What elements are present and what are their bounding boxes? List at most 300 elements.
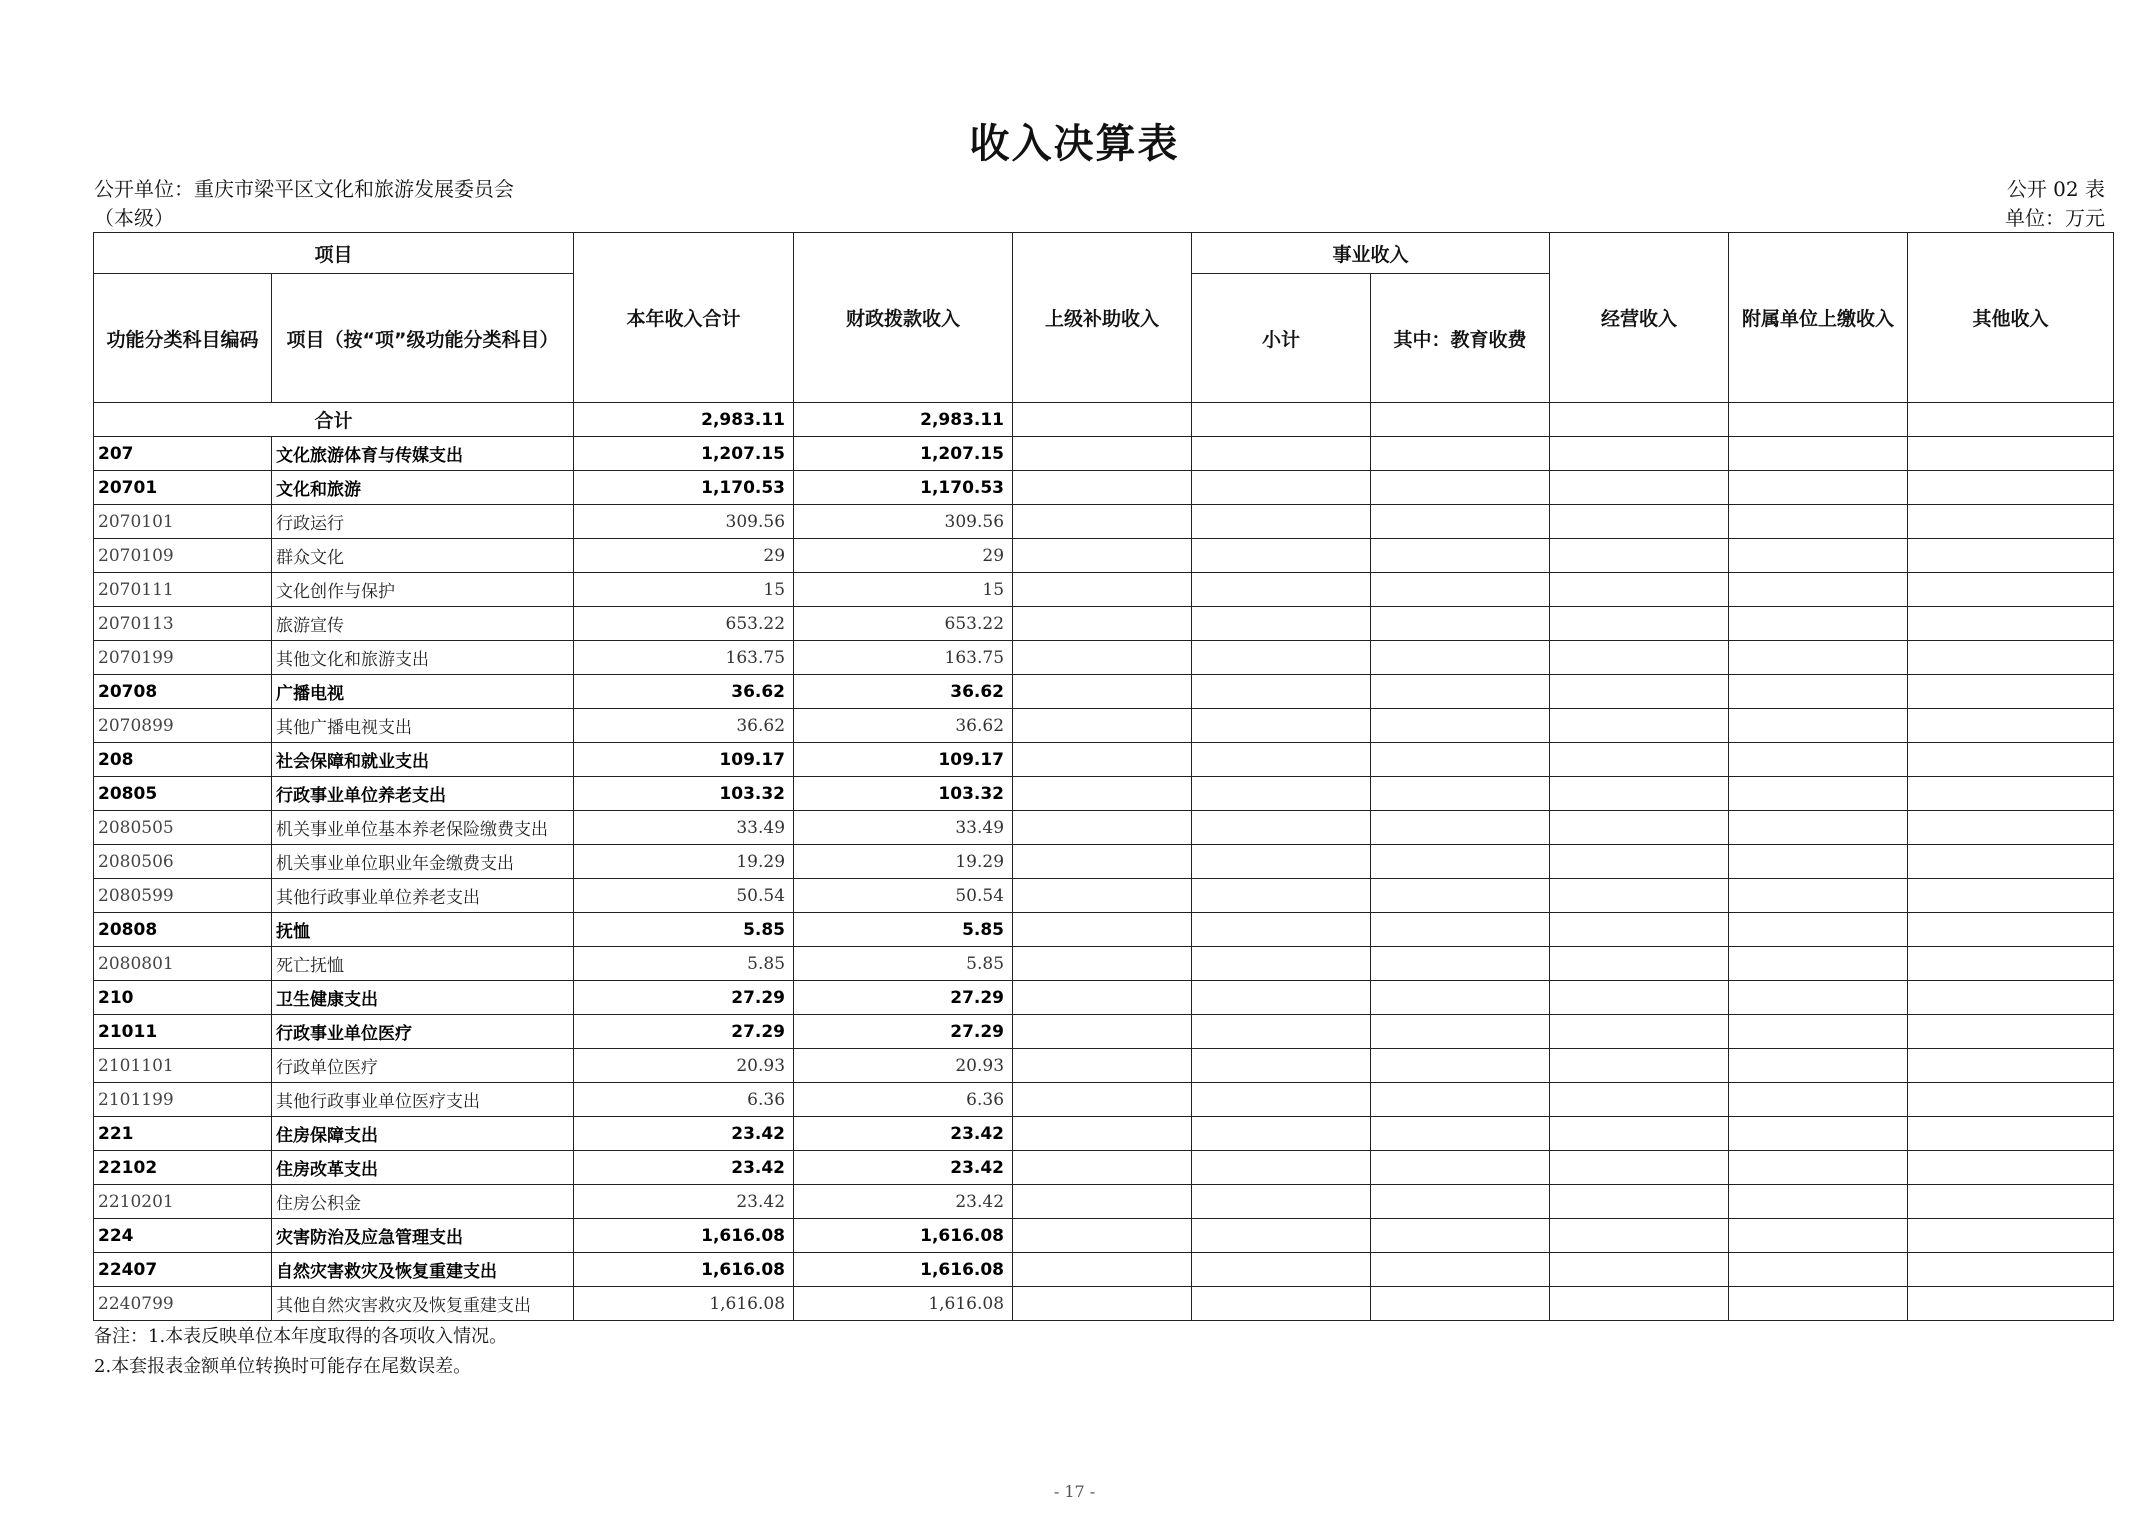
row-code: 2070113	[94, 607, 272, 641]
table-row	[94, 1253, 2114, 1287]
empty-cell	[1192, 947, 1371, 981]
empty-cell	[1729, 743, 1908, 777]
total-fiscal: 2,983.11	[794, 403, 1013, 437]
header-operating: 经营收入	[1550, 233, 1729, 403]
row-fiscal: 103.32	[794, 777, 1013, 811]
empty-cell	[1729, 1049, 1908, 1083]
currency-unit: 单位：万元	[2005, 206, 2105, 230]
empty-cell	[1013, 607, 1192, 641]
empty-cell	[1550, 743, 1729, 777]
empty-cell	[1192, 1151, 1371, 1185]
empty-cell	[1550, 641, 1729, 675]
empty-cell	[1371, 1151, 1550, 1185]
empty-cell	[1550, 1049, 1729, 1083]
table-row	[94, 573, 2114, 607]
income-table	[93, 232, 2114, 1321]
empty-cell	[1013, 1151, 1192, 1185]
row-total: 1,170.53	[574, 471, 794, 505]
empty-cell	[1729, 1185, 1908, 1219]
row-name: 文化创作与保护	[272, 573, 574, 607]
table-row	[94, 777, 2114, 811]
empty-cell	[1371, 437, 1550, 471]
empty-cell	[1550, 947, 1729, 981]
empty-cell	[1013, 811, 1192, 845]
empty-cell	[1371, 709, 1550, 743]
empty-cell	[1550, 845, 1729, 879]
empty-cell	[1013, 845, 1192, 879]
row-code: 20708	[94, 675, 272, 709]
row-code: 2080801	[94, 947, 272, 981]
empty-cell	[1908, 539, 2114, 573]
empty-cell	[1908, 913, 2114, 947]
table-row	[94, 641, 2114, 675]
row-code: 22102	[94, 1151, 272, 1185]
empty-cell	[1013, 1219, 1192, 1253]
row-fiscal: 33.49	[794, 811, 1013, 845]
empty-cell	[1729, 879, 1908, 913]
row-name: 卫生健康支出	[272, 981, 574, 1015]
row-code: 2080599	[94, 879, 272, 913]
empty-cell	[1550, 1151, 1729, 1185]
empty-cell	[1908, 947, 2114, 981]
empty-cell	[1550, 505, 1729, 539]
empty-cell	[1192, 1287, 1371, 1321]
empty-cell	[1013, 505, 1192, 539]
empty-cell	[1908, 811, 2114, 845]
empty-cell	[1729, 437, 1908, 471]
table-row	[94, 1151, 2114, 1185]
empty-cell	[1192, 743, 1371, 777]
empty-cell	[1371, 1015, 1550, 1049]
empty-cell	[1192, 1185, 1371, 1219]
empty-cell	[1371, 743, 1550, 777]
empty-cell	[1013, 947, 1192, 981]
row-name: 广播电视	[272, 675, 574, 709]
empty-cell	[1192, 913, 1371, 947]
empty-cell	[1908, 743, 2114, 777]
row-total: 109.17	[574, 743, 794, 777]
empty-cell	[1192, 879, 1371, 913]
empty-cell	[1729, 811, 1908, 845]
table-row	[94, 607, 2114, 641]
empty-cell	[1908, 1151, 2114, 1185]
row-total: 5.85	[574, 947, 794, 981]
row-total: 27.29	[574, 981, 794, 1015]
row-fiscal: 653.22	[794, 607, 1013, 641]
row-total: 33.49	[574, 811, 794, 845]
empty-cell	[1908, 641, 2114, 675]
empty-cell	[1013, 1185, 1192, 1219]
row-total: 50.54	[574, 879, 794, 913]
empty-cell	[1550, 1185, 1729, 1219]
empty-cell	[1908, 879, 2114, 913]
table-row	[94, 879, 2114, 913]
header-total: 本年收入合计	[574, 233, 794, 403]
row-name: 住房公积金	[272, 1185, 574, 1219]
empty-cell	[1192, 981, 1371, 1015]
table-row	[94, 675, 2114, 709]
empty-cell	[1908, 573, 2114, 607]
row-code: 20805	[94, 777, 272, 811]
empty-cell	[1371, 675, 1550, 709]
row-total: 653.22	[574, 607, 794, 641]
total-row	[94, 403, 2114, 437]
empty-cell	[1550, 539, 1729, 573]
table-row	[94, 1219, 2114, 1253]
row-code: 210	[94, 981, 272, 1015]
empty-cell	[1908, 1015, 2114, 1049]
empty-cell	[1013, 981, 1192, 1015]
table-row	[94, 539, 2114, 573]
row-total: 1,207.15	[574, 437, 794, 471]
row-code: 2080506	[94, 845, 272, 879]
empty-cell	[1371, 777, 1550, 811]
empty-cell	[1550, 675, 1729, 709]
empty-cell	[1908, 675, 2114, 709]
empty-cell	[1550, 879, 1729, 913]
row-name: 旅游宣传	[272, 607, 574, 641]
empty-cell	[1908, 1253, 2114, 1287]
row-name: 其他广播电视支出	[272, 709, 574, 743]
empty-cell	[1729, 1151, 1908, 1185]
row-code: 2070101	[94, 505, 272, 539]
header-fiscal: 财政拨款收入	[794, 233, 1013, 403]
empty-cell	[1729, 1219, 1908, 1253]
table-row	[94, 845, 2114, 879]
row-code: 21011	[94, 1015, 272, 1049]
header-superior: 上级补助收入	[1013, 233, 1192, 403]
row-name: 其他文化和旅游支出	[272, 641, 574, 675]
row-name: 群众文化	[272, 539, 574, 573]
table-row	[94, 1049, 2114, 1083]
empty-cell	[1908, 1185, 2114, 1219]
row-total: 1,616.08	[574, 1253, 794, 1287]
row-code: 20808	[94, 913, 272, 947]
row-fiscal: 109.17	[794, 743, 1013, 777]
empty-cell	[1550, 471, 1729, 505]
row-name: 其他自然灾害救灾及恢复重建支出	[272, 1287, 574, 1321]
empty-cell	[1013, 743, 1192, 777]
row-fiscal: 23.42	[794, 1151, 1013, 1185]
empty-cell	[1550, 437, 1729, 471]
empty-cell	[1729, 947, 1908, 981]
row-name: 文化和旅游	[272, 471, 574, 505]
row-name: 行政单位医疗	[272, 1049, 574, 1083]
row-code: 221	[94, 1117, 272, 1151]
row-fiscal: 23.42	[794, 1117, 1013, 1151]
page-number: - 17 -	[1053, 1482, 1096, 1501]
empty-cell	[1013, 1083, 1192, 1117]
empty-cell	[1908, 1287, 2114, 1321]
table-row	[94, 947, 2114, 981]
empty-cell	[1729, 845, 1908, 879]
row-fiscal: 5.85	[794, 947, 1013, 981]
row-total: 6.36	[574, 1083, 794, 1117]
row-fiscal: 5.85	[794, 913, 1013, 947]
header-other: 其他收入	[1908, 233, 2114, 403]
row-total: 36.62	[574, 675, 794, 709]
empty-cell	[1371, 1049, 1550, 1083]
row-code: 2070111	[94, 573, 272, 607]
row-name: 行政事业单位养老支出	[272, 777, 574, 811]
empty-cell	[1550, 1253, 1729, 1287]
empty-cell	[1908, 777, 2114, 811]
empty-cell	[1550, 607, 1729, 641]
table-row	[94, 1117, 2114, 1151]
notes	[94, 1322, 507, 1382]
header-business-edu: 其中：教育收费	[1371, 274, 1550, 403]
row-code: 2070899	[94, 709, 272, 743]
empty-cell	[1550, 1219, 1729, 1253]
row-name: 抚恤	[272, 913, 574, 947]
row-name: 社会保障和就业支出	[272, 743, 574, 777]
empty-cell	[1192, 1219, 1371, 1253]
empty-cell	[1192, 641, 1371, 675]
empty-cell	[1729, 777, 1908, 811]
row-total: 1,616.08	[574, 1287, 794, 1321]
empty-cell	[1013, 437, 1192, 471]
empty-cell	[1550, 981, 1729, 1015]
empty-cell	[1550, 811, 1729, 845]
empty-cell	[1192, 1083, 1371, 1117]
note-line: 2.本套报表金额单位转换时可能存在尾数误差。	[94, 1356, 472, 1377]
row-fiscal: 36.62	[794, 709, 1013, 743]
empty-cell	[1371, 845, 1550, 879]
empty-cell	[1013, 777, 1192, 811]
empty-cell	[1013, 1015, 1192, 1049]
empty-cell	[1908, 505, 2114, 539]
empty-cell	[1729, 1015, 1908, 1049]
row-code: 208	[94, 743, 272, 777]
empty-cell	[1729, 1117, 1908, 1151]
row-fiscal: 15	[794, 573, 1013, 607]
header-business: 事业收入	[1192, 233, 1550, 274]
empty-cell	[1013, 1049, 1192, 1083]
row-fiscal: 36.62	[794, 675, 1013, 709]
row-fiscal: 27.29	[794, 981, 1013, 1015]
empty-cell	[1013, 1117, 1192, 1151]
empty-cell	[1013, 471, 1192, 505]
row-code: 2210201	[94, 1185, 272, 1219]
row-total: 23.42	[574, 1117, 794, 1151]
empty-cell	[1013, 1287, 1192, 1321]
row-code: 2101199	[94, 1083, 272, 1117]
row-fiscal: 20.93	[794, 1049, 1013, 1083]
empty-cell	[1371, 471, 1550, 505]
empty-cell	[1729, 675, 1908, 709]
empty-cell	[1729, 913, 1908, 947]
row-name: 住房保障支出	[272, 1117, 574, 1151]
empty-cell	[1908, 1219, 2114, 1253]
empty-cell	[1729, 539, 1908, 573]
empty-cell	[1192, 845, 1371, 879]
row-total: 15	[574, 573, 794, 607]
table-row	[94, 709, 2114, 743]
row-fiscal: 309.56	[794, 505, 1013, 539]
empty-cell	[1371, 1117, 1550, 1151]
empty-cell	[1729, 471, 1908, 505]
empty-cell	[1192, 539, 1371, 573]
empty-cell	[1013, 641, 1192, 675]
empty-cell	[1729, 1083, 1908, 1117]
empty-cell	[1550, 777, 1729, 811]
empty-cell	[1013, 573, 1192, 607]
row-name: 机关事业单位基本养老保险缴费支出	[272, 811, 574, 845]
empty-cell	[1908, 437, 2114, 471]
row-fiscal: 27.29	[794, 1015, 1013, 1049]
empty-cell	[1908, 1049, 2114, 1083]
row-name: 其他行政事业单位养老支出	[272, 879, 574, 913]
empty-cell	[1550, 1083, 1729, 1117]
table-row	[94, 505, 2114, 539]
empty-cell	[1908, 471, 2114, 505]
empty-cell	[1908, 1083, 2114, 1117]
empty-cell	[1192, 607, 1371, 641]
empty-cell	[1013, 675, 1192, 709]
table-row	[94, 743, 2114, 777]
empty-cell	[1192, 1015, 1371, 1049]
table-row	[94, 437, 2114, 471]
row-code: 224	[94, 1219, 272, 1253]
empty-cell	[1729, 573, 1908, 607]
table-row	[94, 471, 2114, 505]
empty-cell	[1729, 641, 1908, 675]
row-name: 灾害防治及应急管理支出	[272, 1219, 574, 1253]
reporting-unit-level: （本级）	[94, 206, 174, 230]
row-total: 29	[574, 539, 794, 573]
empty-cell	[1192, 1049, 1371, 1083]
empty-cell	[1192, 811, 1371, 845]
empty-cell	[1371, 539, 1550, 573]
table-row	[94, 811, 2114, 845]
row-name: 机关事业单位职业年金缴费支出	[272, 845, 574, 879]
empty-cell	[1013, 539, 1192, 573]
empty-cell	[1729, 607, 1908, 641]
row-name: 行政事业单位医疗	[272, 1015, 574, 1049]
row-total: 103.32	[574, 777, 794, 811]
empty-cell	[1908, 1117, 2114, 1151]
row-fiscal: 1,207.15	[794, 437, 1013, 471]
header-name: 项目（按“项”级功能分类科目）	[272, 274, 574, 403]
row-fiscal: 1,616.08	[794, 1253, 1013, 1287]
row-code: 20701	[94, 471, 272, 505]
empty-cell	[1371, 879, 1550, 913]
empty-cell	[1192, 777, 1371, 811]
note-line: 备注：1.本表反映单位本年度取得的各项收入情况。	[94, 1326, 508, 1347]
row-fiscal: 1,616.08	[794, 1219, 1013, 1253]
row-total: 5.85	[574, 913, 794, 947]
empty-cell	[1192, 1253, 1371, 1287]
row-total: 23.42	[574, 1185, 794, 1219]
empty-cell	[1729, 981, 1908, 1015]
empty-cell	[1192, 505, 1371, 539]
header-affiliated: 附属单位上缴收入	[1729, 233, 1908, 403]
empty-cell	[1908, 981, 2114, 1015]
empty-cell	[1908, 709, 2114, 743]
empty-cell	[1371, 913, 1550, 947]
row-total: 1,616.08	[574, 1219, 794, 1253]
row-fiscal: 1,616.08	[794, 1287, 1013, 1321]
empty-cell	[1013, 709, 1192, 743]
row-name: 行政运行	[272, 505, 574, 539]
row-name: 自然灾害救灾及恢复重建支出	[272, 1253, 574, 1287]
row-fiscal: 23.42	[794, 1185, 1013, 1219]
table-row	[94, 1185, 2114, 1219]
row-total: 19.29	[574, 845, 794, 879]
row-total: 27.29	[574, 1015, 794, 1049]
row-name: 其他行政事业单位医疗支出	[272, 1083, 574, 1117]
empty-cell	[1550, 913, 1729, 947]
empty-cell	[1371, 947, 1550, 981]
empty-cell	[1371, 1185, 1550, 1219]
table-row	[94, 981, 2114, 1015]
row-code: 22407	[94, 1253, 272, 1287]
empty-cell	[1192, 675, 1371, 709]
row-name: 死亡抚恤	[272, 947, 574, 981]
empty-cell	[1908, 607, 2114, 641]
total-label: 合计	[94, 403, 574, 437]
total-amount: 2,983.11	[574, 403, 794, 437]
empty-cell	[1192, 573, 1371, 607]
empty-cell	[1550, 1117, 1729, 1151]
empty-cell	[1371, 811, 1550, 845]
header-code: 功能分类科目编码	[94, 274, 272, 403]
row-name: 住房改革支出	[272, 1151, 574, 1185]
empty-cell	[1371, 1083, 1550, 1117]
row-total: 36.62	[574, 709, 794, 743]
empty-cell	[1371, 641, 1550, 675]
row-total: 309.56	[574, 505, 794, 539]
empty-cell	[1729, 709, 1908, 743]
empty-cell	[1371, 607, 1550, 641]
empty-cell	[1550, 1287, 1729, 1321]
table-row	[94, 913, 2114, 947]
empty-cell	[1729, 505, 1908, 539]
empty-cell	[1729, 1253, 1908, 1287]
empty-cell	[1192, 471, 1371, 505]
empty-cell	[1908, 845, 2114, 879]
row-code: 2101101	[94, 1049, 272, 1083]
row-fiscal: 29	[794, 539, 1013, 573]
empty-cell	[1013, 879, 1192, 913]
empty-cell	[1371, 1253, 1550, 1287]
empty-cell	[1371, 1287, 1550, 1321]
table-row	[94, 1083, 2114, 1117]
row-code: 2080505	[94, 811, 272, 845]
row-code: 2070109	[94, 539, 272, 573]
row-name: 文化旅游体育与传媒支出	[272, 437, 574, 471]
header-project: 项目	[94, 233, 574, 274]
empty-cell	[1371, 573, 1550, 607]
row-total: 20.93	[574, 1049, 794, 1083]
row-fiscal: 6.36	[794, 1083, 1013, 1117]
empty-cell	[1729, 1287, 1908, 1321]
page-title: 收入决算表	[969, 121, 1180, 167]
empty-cell	[1371, 981, 1550, 1015]
row-fiscal: 50.54	[794, 879, 1013, 913]
table-row	[94, 1287, 2114, 1321]
empty-cell	[1192, 709, 1371, 743]
row-code: 2070199	[94, 641, 272, 675]
row-total: 163.75	[574, 641, 794, 675]
row-fiscal: 19.29	[794, 845, 1013, 879]
empty-cell	[1192, 437, 1371, 471]
table-row	[94, 1015, 2114, 1049]
empty-cell	[1371, 505, 1550, 539]
header-business-subtotal: 小计	[1192, 274, 1371, 403]
row-fiscal: 163.75	[794, 641, 1013, 675]
empty-cell	[1371, 1219, 1550, 1253]
